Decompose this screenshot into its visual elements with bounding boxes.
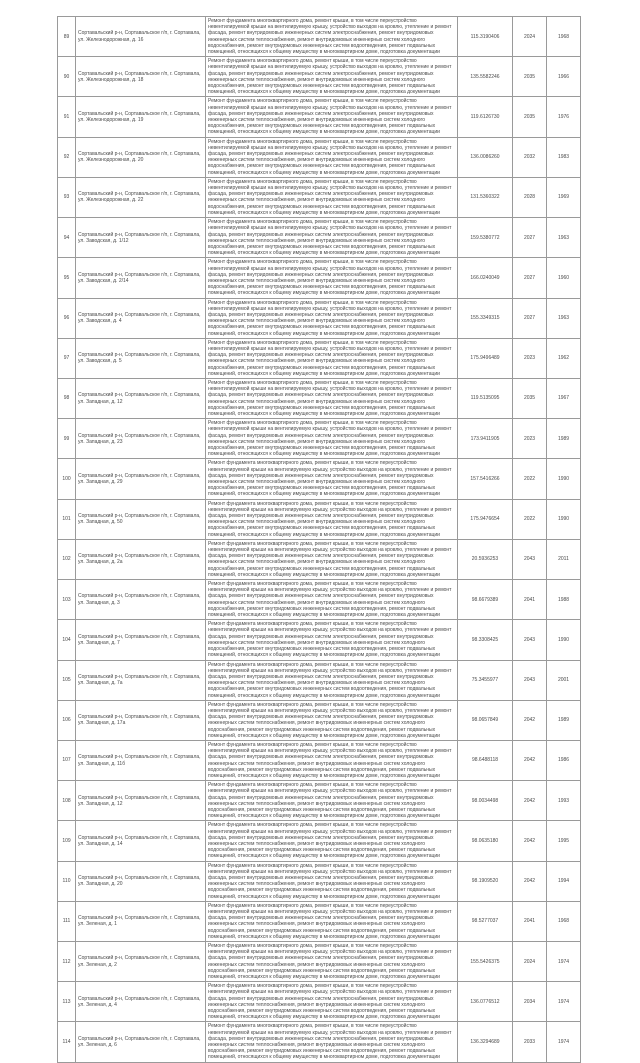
table-row	[58, 901, 581, 941]
address-cell: Сортавальский р-н, Сортавальское г/п, г. Сортавала, ул. Западная, д. 14	[76, 821, 206, 861]
table-row	[58, 298, 581, 338]
cost-value-cell: 175.9476654	[458, 499, 513, 539]
row-number: 98	[58, 378, 76, 418]
row-number: 92	[58, 137, 76, 177]
planned-year-cell: 2042	[513, 700, 547, 740]
row-number: 94	[58, 218, 76, 258]
table-row	[58, 258, 581, 298]
address-cell: Сортавальский р-н, Сортавальское г/п, г. Сортавала, ул. Железнодорожная, д. 18	[76, 57, 206, 97]
table-row	[58, 378, 581, 418]
table-row	[58, 781, 581, 821]
row-number: 104	[58, 620, 76, 660]
cost-value-cell: 98.6679389	[458, 580, 513, 620]
address-cell: Сортавальский р-н, Сортавальское г/п, г. Сортавала, ул. Западная, д. 3	[76, 580, 206, 620]
planned-year-cell: 2043	[513, 620, 547, 660]
cost-value-cell: 135.5582246	[458, 57, 513, 97]
build-year-cell: 1962	[547, 338, 581, 378]
planned-year-cell: 2042	[513, 781, 547, 821]
works-description-cell: Ремонт фундамента многоквартирного дома, ремонт крыши, в том числе переустройство невентилируемой крыши на вентилируемую крышу, устройство выходов на кровлю, утепление и ремонт фасада, ремонт внутридомовых инженерных систем электроснабжения, ремонт внутридомовых инженерных систем теплоснабжения, ремонт внутридомовых инженерных систем холодного водоснабжения, ремонт внутридомовых инженерных систем водоотведения, ремонт подвальных помещений, относящихся к общему имуществу в многоквартирном доме, подготовка документации	[206, 620, 458, 660]
build-year-cell: 1990	[547, 499, 581, 539]
address-cell: Сортавальский р-н, Сортавальское г/п, г. Сортавала, ул. Западная, д. 29	[76, 459, 206, 499]
row-number: 90	[58, 57, 76, 97]
table-row	[58, 1022, 581, 1062]
planned-year-cell: 2042	[513, 861, 547, 901]
table-row	[58, 97, 581, 137]
cost-value-cell: 20.5936253	[458, 539, 513, 579]
table-row	[58, 821, 581, 861]
planned-year-cell: 2043	[513, 539, 547, 579]
address-cell: Сортавальский р-н, Сортавальское г/п, г. Сортавала, ул. Железнодорожная, д. 19	[76, 97, 206, 137]
works-description-cell: Ремонт фундамента многоквартирного дома, ремонт крыши, в том числе переустройство невентилируемой крыши на вентилируемую крышу, устройство выходов на кровлю, утепление и ремонт фасада, ремонт внутридомовых инженерных систем электроснабжения, ремонт внутридомовых инженерных систем теплоснабжения, ремонт внутридомовых инженерных систем холодного водоснабжения, ремонт внутридомовых инженерных систем водоотведения, ремонт подвальных помещений, относящихся к общему имуществу в многоквартирном доме, подготовка документации	[206, 539, 458, 579]
table-row	[58, 17, 581, 57]
address-cell: Сортавальский р-н, Сортавальское г/п, г. Сортавала, ул. Западная, д. 17а	[76, 700, 206, 740]
planned-year-cell: 2027	[513, 258, 547, 298]
planned-year-cell: 2023	[513, 419, 547, 459]
build-year-cell: 1974	[547, 1022, 581, 1062]
table-row	[58, 137, 581, 177]
row-number: 99	[58, 419, 76, 459]
build-year-cell: 1989	[547, 419, 581, 459]
row-number: 111	[58, 901, 76, 941]
table-row	[58, 57, 581, 97]
build-year-cell: 1974	[547, 982, 581, 1022]
cost-value-cell: 119.6126730	[458, 97, 513, 137]
build-year-cell: 1963	[547, 298, 581, 338]
table-row	[58, 539, 581, 579]
table-row	[58, 499, 581, 539]
cost-value-cell: 157.5416266	[458, 459, 513, 499]
works-description-cell: Ремонт фундамента многоквартирного дома, ремонт крыши, в том числе переустройство невентилируемой крыши на вентилируемую крышу, устройство выходов на кровлю, утепление и ремонт фасада, ремонт внутридомовых инженерных систем электроснабжения, ремонт внутридомовых инженерных систем теплоснабжения, ремонт внутридомовых инженерных систем холодного водоснабжения, ремонт внутридомовых инженерных систем водоотведения, ремонт подвальных помещений, относящихся к общему имуществу в многоквартирном доме, подготовка документации	[206, 660, 458, 700]
row-number: 95	[58, 258, 76, 298]
works-description-cell: Ремонт фундамента многоквартирного дома, ремонт крыши, в том числе переустройство невентилируемой крыши на вентилируемую крышу, устройство выходов на кровлю, утепление и ремонт фасада, ремонт внутридомовых инженерных систем электроснабжения, ремонт внутридомовых инженерных систем теплоснабжения, ремонт внутридомовых инженерных систем холодного водоснабжения, ремонт внутридомовых инженерных систем водоотведения, ремонт подвальных помещений, относящихся к общему имуществу в многоквартирном доме, подготовка документации	[206, 338, 458, 378]
works-description-cell: Ремонт фундамента многоквартирного дома, ремонт крыши, в том числе переустройство невентилируемой крыши на вентилируемую крышу, устройство выходов на кровлю, утепление и ремонт фасада, ремонт внутридомовых инженерных систем электроснабжения, ремонт внутридомовых инженерных систем теплоснабжения, ремонт внутридомовых инженерных систем холодного водоснабжения, ремонт внутридомовых инженерных систем водоотведения, ремонт подвальных помещений, относящихся к общему имуществу в многоквартирном доме, подготовка документации	[206, 177, 458, 217]
table-row	[58, 740, 581, 780]
build-year-cell: 1974	[547, 942, 581, 982]
works-description-cell: Ремонт фундамента многоквартирного дома, ремонт крыши, в том числе переустройство невентилируемой крыши на вентилируемую крышу, устройство выходов на кровлю, утепление и ремонт фасада, ремонт внутридомовых инженерных систем электроснабжения, ремонт внутридомовых инженерных систем теплоснабжения, ремонт внутридомовых инженерных систем холодного водоснабжения, ремонт внутридомовых инженерных систем водоотведения, ремонт подвальных помещений, относящихся к общему имуществу в многоквартирном доме, подготовка документации	[206, 419, 458, 459]
address-cell: Сортавальский р-н, Сортавальское г/п, г. Сортавала, ул. Западная, д. 2а	[76, 539, 206, 579]
address-cell: Сортавальский р-н, Сортавальское г/п, г. Сортавала, ул. Железнодорожная, д. 22	[76, 177, 206, 217]
works-description-cell: Ремонт фундамента многоквартирного дома, ремонт крыши, в том числе переустройство невентилируемой крыши на вентилируемую крышу, устройство выходов на кровлю, утепление и ремонт фасада, ремонт внутридомовых инженерных систем электроснабжения, ремонт внутридомовых инженерных систем теплоснабжения, ремонт внутридомовых инженерных систем холодного водоснабжения, ремонт внутридомовых инженерных систем водоотведения, ремонт подвальных помещений, относящихся к общему имуществу в многоквартирном доме, подготовка документации	[206, 57, 458, 97]
planned-year-cell: 2035	[513, 378, 547, 418]
planned-year-cell: 2041	[513, 901, 547, 941]
works-description-cell: Ремонт фундамента многоквартирного дома, ремонт крыши, в том числе переустройство невентилируемой крыши на вентилируемую крышу, устройство выходов на кровлю, утепление и ремонт фасада, ремонт внутридомовых инженерных систем электроснабжения, ремонт внутридомовых инженерных систем теплоснабжения, ремонт внутридомовых инженерных систем холодного водоснабжения, ремонт внутридомовых инженерных систем водоотведения, ремонт подвальных помещений, относящихся к общему имуществу в многоквартирном доме, подготовка документации	[206, 218, 458, 258]
planned-year-cell: 2028	[513, 177, 547, 217]
build-year-cell: 1969	[547, 177, 581, 217]
planned-year-cell: 2023	[513, 338, 547, 378]
build-year-cell: 2011	[547, 539, 581, 579]
table-row	[58, 660, 581, 700]
cost-value-cell: 159.5380772	[458, 218, 513, 258]
address-cell: Сортавальский р-н, Сортавальское г/п, г. Сортавала, ул. Заводская, д. 4	[76, 298, 206, 338]
cost-value-cell: 136.0776512	[458, 982, 513, 1022]
address-cell: Сортавальский р-н, Сортавальское г/п, г. Сортавала, ул. Зеленая, д. 2	[76, 942, 206, 982]
works-description-cell: Ремонт фундамента многоквартирного дома, ремонт крыши, в том числе переустройство невентилируемой крыши на вентилируемую крышу, устройство выходов на кровлю, утепление и ремонт фасада, ремонт внутридомовых инженерных систем электроснабжения, ремонт внутридомовых инженерных систем теплоснабжения, ремонт внутридомовых инженерных систем холодного водоснабжения, ремонт внутридомовых инженерных систем водоотведения, ремонт подвальных помещений, относящихся к общему имуществу в многоквартирном доме, подготовка документации	[206, 298, 458, 338]
build-year-cell: 1995	[547, 821, 581, 861]
build-year-cell: 1960	[547, 258, 581, 298]
works-description-cell: Ремонт фундамента многоквартирного дома, ремонт крыши, в том числе переустройство невентилируемой крыши на вентилируемую крышу, устройство выходов на кровлю, утепление и ремонт фасада, ремонт внутридомовых инженерных систем электроснабжения, ремонт внутридомовых инженерных систем теплоснабжения, ремонт внутридомовых инженерных систем холодного водоснабжения, ремонт внутридомовых инженерных систем водоотведения, ремонт подвальных помещений, относящихся к общему имуществу в многоквартирном доме, подготовка документации	[206, 700, 458, 740]
build-year-cell: 1967	[547, 378, 581, 418]
planned-year-cell: 2042	[513, 740, 547, 780]
address-cell: Сортавальский р-н, Сортавальское г/п, г. Сортавала, ул. Западная, д. 23	[76, 419, 206, 459]
cost-value-cell: 166.0240049	[458, 258, 513, 298]
address-cell: Сортавальский р-н, Сортавальское г/п, г. Сортавала, ул. Западная, д. 7	[76, 620, 206, 660]
row-number: 100	[58, 459, 76, 499]
planned-year-cell: 2042	[513, 821, 547, 861]
table-row	[58, 218, 581, 258]
planned-year-cell: 2027	[513, 218, 547, 258]
planned-year-cell: 2024	[513, 17, 547, 57]
table-row	[58, 338, 581, 378]
row-number: 89	[58, 17, 76, 57]
build-year-cell: 1963	[547, 218, 581, 258]
table-row	[58, 459, 581, 499]
table-row	[58, 177, 581, 217]
works-description-cell: Ремонт фундамента многоквартирного дома, ремонт крыши, в том числе переустройство невентилируемой крыши на вентилируемую крышу, устройство выходов на кровлю, утепление и ремонт фасада, ремонт внутридомовых инженерных систем электроснабжения, ремонт внутридомовых инженерных систем теплоснабжения, ремонт внутридомовых инженерных систем холодного водоснабжения, ремонт внутридомовых инженерных систем водоотведения, ремонт подвальных помещений, относящихся к общему имуществу в многоквартирном доме, подготовка документации	[206, 821, 458, 861]
build-year-cell: 1983	[547, 137, 581, 177]
works-description-cell: Ремонт фундамента многоквартирного дома, ремонт крыши, в том числе переустройство невентилируемой крыши на вентилируемую крышу, устройство выходов на кровлю, утепление и ремонт фасада, ремонт внутридомовых инженерных систем электроснабжения, ремонт внутридомовых инженерных систем теплоснабжения, ремонт внутридомовых инженерных систем холодного водоснабжения, ремонт внутридомовых инженерных систем водоотведения, ремонт подвальных помещений, относящихся к общему имуществу в многоквартирном доме, подготовка документации	[206, 580, 458, 620]
cost-value-cell: 75.3455977	[458, 660, 513, 700]
works-description-cell: Ремонт фундамента многоквартирного дома, ремонт крыши, в том числе переустройство невентилируемой крыши на вентилируемую крышу, устройство выходов на кровлю, утепление и ремонт фасада, ремонт внутридомовых инженерных систем электроснабжения, ремонт внутридомовых инженерных систем теплоснабжения, ремонт внутридомовых инженерных систем холодного водоснабжения, ремонт внутридомовых инженерных систем водоотведения, ремонт подвальных помещений, относящихся к общему имуществу в многоквартирном доме, подготовка документации	[206, 137, 458, 177]
repair-program-table	[57, 16, 581, 1063]
row-number: 101	[58, 499, 76, 539]
works-description-cell: Ремонт фундамента многоквартирного дома, ремонт крыши, в том числе переустройство невентилируемой крыши на вентилируемую крышу, устройство выходов на кровлю, утепление и ремонт фасада, ремонт внутридомовых инженерных систем электроснабжения, ремонт внутридомовых инженерных систем теплоснабжения, ремонт внутридомовых инженерных систем холодного водоснабжения, ремонт внутридомовых инженерных систем водоотведения, ремонт подвальных помещений, относящихся к общему имуществу в многоквартирном доме, подготовка документации	[206, 378, 458, 418]
address-cell: Сортавальский р-н, Сортавальское г/п, г. Сортавала, ул. Зеленая, д. 1	[76, 901, 206, 941]
address-cell: Сортавальский р-н, Сортавальское г/п, г. Сортавала, ул. Западная, д. 12	[76, 781, 206, 821]
planned-year-cell: 2027	[513, 298, 547, 338]
planned-year-cell: 2035	[513, 97, 547, 137]
row-number: 107	[58, 740, 76, 780]
table-row	[58, 419, 581, 459]
works-description-cell: Ремонт фундамента многоквартирного дома, ремонт крыши, в том числе переустройство невентилируемой крыши на вентилируемую крышу, устройство выходов на кровлю, утепление и ремонт фасада, ремонт внутридомовых инженерных систем электроснабжения, ремонт внутридомовых инженерных систем теплоснабжения, ремонт внутридомовых инженерных систем холодного водоснабжения, ремонт внутридомовых инженерных систем водоотведения, ремонт подвальных помещений, относящихся к общему имуществу в многоквартирном доме, подготовка документации	[206, 97, 458, 137]
planned-year-cell: 2035	[513, 57, 547, 97]
planned-year-cell: 2022	[513, 459, 547, 499]
table-row	[58, 982, 581, 1022]
works-description-cell: Ремонт фундамента многоквартирного дома, ремонт крыши, в том числе переустройство невентилируемой крыши на вентилируемую крышу, устройство выходов на кровлю, утепление и ремонт фасада, ремонт внутридомовых инженерных систем электроснабжения, ремонт внутридомовых инженерных систем теплоснабжения, ремонт внутридомовых инженерных систем холодного водоснабжения, ремонт внутридомовых инженерных систем водоотведения, ремонт подвальных помещений, относящихся к общему имуществу в многоквартирном доме, подготовка документации	[206, 942, 458, 982]
build-year-cell: 1989	[547, 700, 581, 740]
build-year-cell: 1994	[547, 861, 581, 901]
cost-value-cell: 155.3349315	[458, 298, 513, 338]
cost-value-cell: 98.1909520	[458, 861, 513, 901]
table-row	[58, 620, 581, 660]
cost-value-cell: 98.0034498	[458, 781, 513, 821]
address-cell: Сортавальский р-н, Сортавальское г/п, г. Сортавала, ул. Заводская, д. 1/12	[76, 218, 206, 258]
row-number: 97	[58, 338, 76, 378]
cost-value-cell: 115.3190406	[458, 17, 513, 57]
row-number: 108	[58, 781, 76, 821]
row-number: 103	[58, 580, 76, 620]
cost-value-cell: 175.9496489	[458, 338, 513, 378]
build-year-cell: 1976	[547, 97, 581, 137]
table-row	[58, 942, 581, 982]
build-year-cell: 1990	[547, 620, 581, 660]
row-number: 112	[58, 942, 76, 982]
works-description-cell: Ремонт фундамента многоквартирного дома, ремонт крыши, в том числе переустройство невентилируемой крыши на вентилируемую крышу, устройство выходов на кровлю, утепление и ремонт фасада, ремонт внутридомовых инженерных систем электроснабжения, ремонт внутридомовых инженерных систем теплоснабжения, ремонт внутридомовых инженерных систем холодного водоснабжения, ремонт внутридомовых инженерных систем водоотведения, ремонт подвальных помещений, относящихся к общему имуществу в многоквартирном доме, подготовка документации	[206, 901, 458, 941]
table-row	[58, 861, 581, 901]
planned-year-cell: 2024	[513, 942, 547, 982]
build-year-cell: 1993	[547, 781, 581, 821]
address-cell: Сортавальский р-н, Сортавальское г/п, г. Сортавала, ул. Зеленая, д. 6	[76, 1022, 206, 1062]
address-cell: Сортавальский р-н, Сортавальское г/п, г. Сортавала, ул. Западная, д. 7а	[76, 660, 206, 700]
row-number: 109	[58, 821, 76, 861]
table-body	[58, 17, 581, 1063]
planned-year-cell: 2033	[513, 1022, 547, 1062]
address-cell: Сортавальский р-н, Сортавальское г/п, г. Сортавала, ул. Западная, д. 12	[76, 378, 206, 418]
works-description-cell: Ремонт фундамента многоквартирного дома, ремонт крыши, в том числе переустройство невентилируемой крыши на вентилируемую крышу, устройство выходов на кровлю, утепление и ремонт фасада, ремонт внутридомовых инженерных систем электроснабжения, ремонт внутридомовых инженерных систем теплоснабжения, ремонт внутридомовых инженерных систем холодного водоснабжения, ремонт внутридомовых инженерных систем водоотведения, ремонт подвальных помещений, относящихся к общему имуществу в многоквартирном доме, подготовка документации	[206, 258, 458, 298]
build-year-cell: 1968	[547, 901, 581, 941]
build-year-cell: 1968	[547, 17, 581, 57]
row-number: 106	[58, 700, 76, 740]
cost-value-cell: 136.0086260	[458, 137, 513, 177]
row-number: 96	[58, 298, 76, 338]
cost-value-cell: 98.0657849	[458, 700, 513, 740]
build-year-cell: 1988	[547, 580, 581, 620]
works-description-cell: Ремонт фундамента многоквартирного дома, ремонт крыши, в том числе переустройство невентилируемой крыши на вентилируемую крышу, устройство выходов на кровлю, утепление и ремонт фасада, ремонт внутридомовых инженерных систем электроснабжения, ремонт внутридомовых инженерных систем теплоснабжения, ремонт внутридомовых инженерных систем холодного водоснабжения, ремонт внутридомовых инженерных систем водоотведения, ремонт подвальных помещений, относящихся к общему имуществу в многоквартирном доме, подготовка документации	[206, 781, 458, 821]
planned-year-cell: 2034	[513, 982, 547, 1022]
address-cell: Сортавальский р-н, Сортавальское г/п, г. Сортавала, ул. Заводская, д. 2/14	[76, 258, 206, 298]
build-year-cell: 1966	[547, 57, 581, 97]
row-number: 93	[58, 177, 76, 217]
table-row	[58, 700, 581, 740]
row-number: 110	[58, 861, 76, 901]
row-number: 91	[58, 97, 76, 137]
cost-value-cell: 136.3294689	[458, 1022, 513, 1062]
works-description-cell: Ремонт фундамента многоквартирного дома, ремонт крыши, в том числе переустройство невентилируемой крыши на вентилируемую крышу, устройство выходов на кровлю, утепление и ремонт фасада, ремонт внутридомовых инженерных систем электроснабжения, ремонт внутридомовых инженерных систем теплоснабжения, ремонт внутридомовых инженерных систем холодного водоснабжения, ремонт внутридомовых инженерных систем водоотведения, ремонт подвальных помещений, относящихся к общему имуществу в многоквартирном доме, подготовка документации	[206, 499, 458, 539]
row-number: 105	[58, 660, 76, 700]
address-cell: Сортавальский р-н, Сортавальское г/п, г. Сортавала, ул. Западная, д. 11б	[76, 740, 206, 780]
address-cell: Сортавальский р-н, Сортавальское г/п, г. Сортавала, ул. Зеленая, д. 4	[76, 982, 206, 1022]
cost-value-cell: 131.5360322	[458, 177, 513, 217]
table-row	[58, 580, 581, 620]
build-year-cell: 1986	[547, 740, 581, 780]
address-cell: Сортавальский р-н, Сортавальское г/п, г. Сортавала, ул. Железнодорожная, д. 20	[76, 137, 206, 177]
planned-year-cell: 2022	[513, 499, 547, 539]
row-number: 102	[58, 539, 76, 579]
cost-value-cell: 98.3308425	[458, 620, 513, 660]
works-description-cell: Ремонт фундамента многоквартирного дома, ремонт крыши, в том числе переустройство невентилируемой крыши на вентилируемую крышу, устройство выходов на кровлю, утепление и ремонт фасада, ремонт внутридомовых инженерных систем электроснабжения, ремонт внутридомовых инженерных систем теплоснабжения, ремонт внутридомовых инженерных систем холодного водоснабжения, ремонт внутридомовых инженерных систем водоотведения, ремонт подвальных помещений, относящихся к общему имуществу в многоквартирном доме, подготовка документации	[206, 861, 458, 901]
cost-value-cell: 98.5277037	[458, 901, 513, 941]
cost-value-cell: 119.5135095	[458, 378, 513, 418]
address-cell: Сортавальский р-н, Сортавальское г/п, г. Сортавала, ул. Западная, д. 50	[76, 499, 206, 539]
works-description-cell: Ремонт фундамента многоквартирного дома, ремонт крыши, в том числе переустройство невентилируемой крыши на вентилируемую крышу, устройство выходов на кровлю, утепление и ремонт фасада, ремонт внутридомовых инженерных систем электроснабжения, ремонт внутридомовых инженерных систем теплоснабжения, ремонт внутридомовых инженерных систем холодного водоснабжения, ремонт внутридомовых инженерных систем водоотведения, ремонт подвальных помещений, относящихся к общему имуществу в многоквартирном доме, подготовка документации	[206, 459, 458, 499]
cost-value-cell: 173.9411905	[458, 419, 513, 459]
cost-value-cell: 155.5426375	[458, 942, 513, 982]
works-description-cell: Ремонт фундамента многоквартирного дома, ремонт крыши, в том числе переустройство невентилируемой крыши на вентилируемую крышу, устройство выходов на кровлю, утепление и ремонт фасада, ремонт внутридомовых инженерных систем электроснабжения, ремонт внутридомовых инженерных систем теплоснабжения, ремонт внутридомовых инженерных систем холодного водоснабжения, ремонт внутридомовых инженерных систем водоотведения, ремонт подвальных помещений, относящихся к общему имуществу в многоквартирном доме, подготовка документации	[206, 17, 458, 57]
planned-year-cell: 2043	[513, 660, 547, 700]
address-cell: Сортавальский р-н, Сортавальское г/п, г. Сортавала, ул. Западная, д. 20	[76, 861, 206, 901]
address-cell: Сортавальский р-н, Сортавальское г/п, г. Сортавала, ул. Заводская, д. 5	[76, 338, 206, 378]
works-description-cell: Ремонт фундамента многоквартирного дома, ремонт крыши, в том числе переустройство невентилируемой крыши на вентилируемую крышу, устройство выходов на кровлю, утепление и ремонт фасада, ремонт внутридомовых инженерных систем электроснабжения, ремонт внутридомовых инженерных систем теплоснабжения, ремонт внутридомовых инженерных систем холодного водоснабжения, ремонт внутридомовых инженерных систем водоотведения, ремонт подвальных помещений, относящихся к общему имуществу в многоквартирном доме, подготовка документации	[206, 740, 458, 780]
cost-value-cell: 98.6488118	[458, 740, 513, 780]
build-year-cell: 1990	[547, 459, 581, 499]
planned-year-cell: 2032	[513, 137, 547, 177]
works-description-cell: Ремонт фундамента многоквартирного дома, ремонт крыши, в том числе переустройство невентилируемой крыши на вентилируемую крышу, устройство выходов на кровлю, утепление и ремонт фасада, ремонт внутридомовых инженерных систем электроснабжения, ремонт внутридомовых инженерных систем теплоснабжения, ремонт внутридомовых инженерных систем холодного водоснабжения, ремонт внутридомовых инженерных систем водоотведения, ремонт подвальных помещений, относящихся к общему имуществу в многоквартирном доме, подготовка документации	[206, 982, 458, 1022]
planned-year-cell: 2041	[513, 580, 547, 620]
row-number: 114	[58, 1022, 76, 1062]
address-cell: Сортавальский р-н, Сортавальское г/п, г. Сортавала, ул. Железнодорожная, д. 16	[76, 17, 206, 57]
build-year-cell: 2001	[547, 660, 581, 700]
row-number: 113	[58, 982, 76, 1022]
cost-value-cell: 98.0635180	[458, 821, 513, 861]
works-description-cell: Ремонт фундамента многоквартирного дома, ремонт крыши, в том числе переустройство невентилируемой крыши на вентилируемую крышу, устройство выходов на кровлю, утепление и ремонт фасада, ремонт внутридомовых инженерных систем электроснабжения, ремонт внутридомовых инженерных систем теплоснабжения, ремонт внутридомовых инженерных систем холодного водоснабжения, ремонт внутридомовых инженерных систем водоотведения, ремонт подвальных помещений, относящихся к общему имуществу в многоквартирном доме, подготовка документации	[206, 1022, 458, 1062]
